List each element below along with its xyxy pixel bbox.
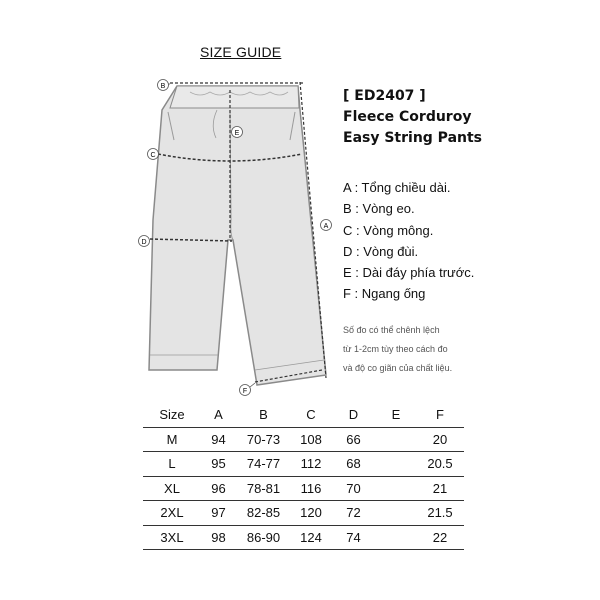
cell-b: 86-90 <box>246 529 281 545</box>
cell-b: 70-73 <box>246 431 281 447</box>
cell-size: XL <box>164 480 180 496</box>
cell-a: 96 <box>211 480 226 496</box>
header-b: B <box>259 407 268 423</box>
cell-e <box>376 476 416 501</box>
cell-f: 21.5 <box>427 505 453 521</box>
note-line-2: từ 1-2cm tùy theo cách đo <box>343 344 448 354</box>
marker-b <box>158 80 171 91</box>
cell-c: 112 <box>300 456 322 472</box>
table-row <box>143 501 464 526</box>
cell-d: 72 <box>346 505 361 521</box>
cell-c: 116 <box>300 480 322 496</box>
legend-b: B : Vòng eo. <box>343 201 415 217</box>
legend-f: F : Ngang ống <box>343 286 426 302</box>
cell-size: 2XL <box>160 505 184 521</box>
cell-f: 20.5 <box>427 456 453 472</box>
cell-c: 120 <box>300 505 322 521</box>
header-a: A <box>214 407 223 423</box>
cell-a: 94 <box>211 431 226 447</box>
marker-f <box>240 383 256 396</box>
cell-f: 20 <box>432 431 448 447</box>
svg-text:B: B <box>160 83 166 90</box>
cell-f: 21 <box>432 480 448 496</box>
svg-text:C: C <box>150 152 156 159</box>
cell-size: 3XL <box>160 529 184 545</box>
note-line-1: Số đo có thể chênh lệch <box>343 325 440 335</box>
product-name-line2: Easy String Pants <box>343 130 483 146</box>
table-header-row <box>143 403 464 427</box>
marker-d <box>139 236 150 247</box>
marker-e <box>232 127 243 138</box>
cell-a: 98 <box>211 529 226 545</box>
cell-c: 124 <box>300 529 322 545</box>
product-code: [ ED2407 ] <box>343 88 426 104</box>
product-info <box>343 86 482 149</box>
header-e: E <box>391 407 401 423</box>
measurement-legend <box>343 177 474 305</box>
cell-b: 82-85 <box>246 505 281 521</box>
cell-size: M <box>166 431 178 447</box>
legend-a: A : Tổng chiều dài. <box>343 180 451 195</box>
marker-a <box>321 220 332 231</box>
cell-d: 74 <box>346 529 361 545</box>
svg-text:F: F <box>242 388 248 395</box>
cell-b: 74-77 <box>246 456 281 472</box>
table-row <box>143 427 464 452</box>
page-title: SIZE GUIDE <box>200 44 282 60</box>
legend-d: D : Vòng đùi. <box>343 243 419 259</box>
cell-f: 22 <box>432 529 448 545</box>
cell-d: 66 <box>346 431 361 447</box>
size-table <box>143 403 464 550</box>
cell-d: 70 <box>346 480 361 496</box>
measurement-note <box>343 321 452 378</box>
legend-c: C : Vòng mông. <box>343 222 434 238</box>
cell-e <box>376 525 416 550</box>
table-row <box>143 476 464 501</box>
header-c: C <box>306 407 316 423</box>
table-row <box>143 525 464 550</box>
product-name-line1: Fleece Corduroy <box>343 109 472 125</box>
svg-text:E: E <box>234 130 240 137</box>
cell-e <box>376 452 416 477</box>
header-size: Size <box>159 407 185 423</box>
note-line-3: và độ co giãn của chất liệu. <box>343 363 453 373</box>
cell-d: 68 <box>346 456 361 472</box>
svg-text:D: D <box>141 239 147 246</box>
cell-c: 108 <box>300 431 322 447</box>
header-d: D <box>348 407 359 423</box>
cell-b: 78-81 <box>246 480 281 496</box>
pants-diagram <box>130 70 350 400</box>
svg-text:A: A <box>323 223 329 230</box>
cell-e <box>376 501 416 526</box>
cell-e <box>376 427 416 452</box>
cell-a: 97 <box>211 505 226 521</box>
marker-c <box>148 149 160 160</box>
cell-a: 95 <box>211 456 226 472</box>
header-f: F <box>436 407 444 423</box>
legend-e: E : Dài đáy phía trước. <box>343 265 475 281</box>
table-row <box>143 452 464 477</box>
cell-size: L <box>168 456 176 472</box>
